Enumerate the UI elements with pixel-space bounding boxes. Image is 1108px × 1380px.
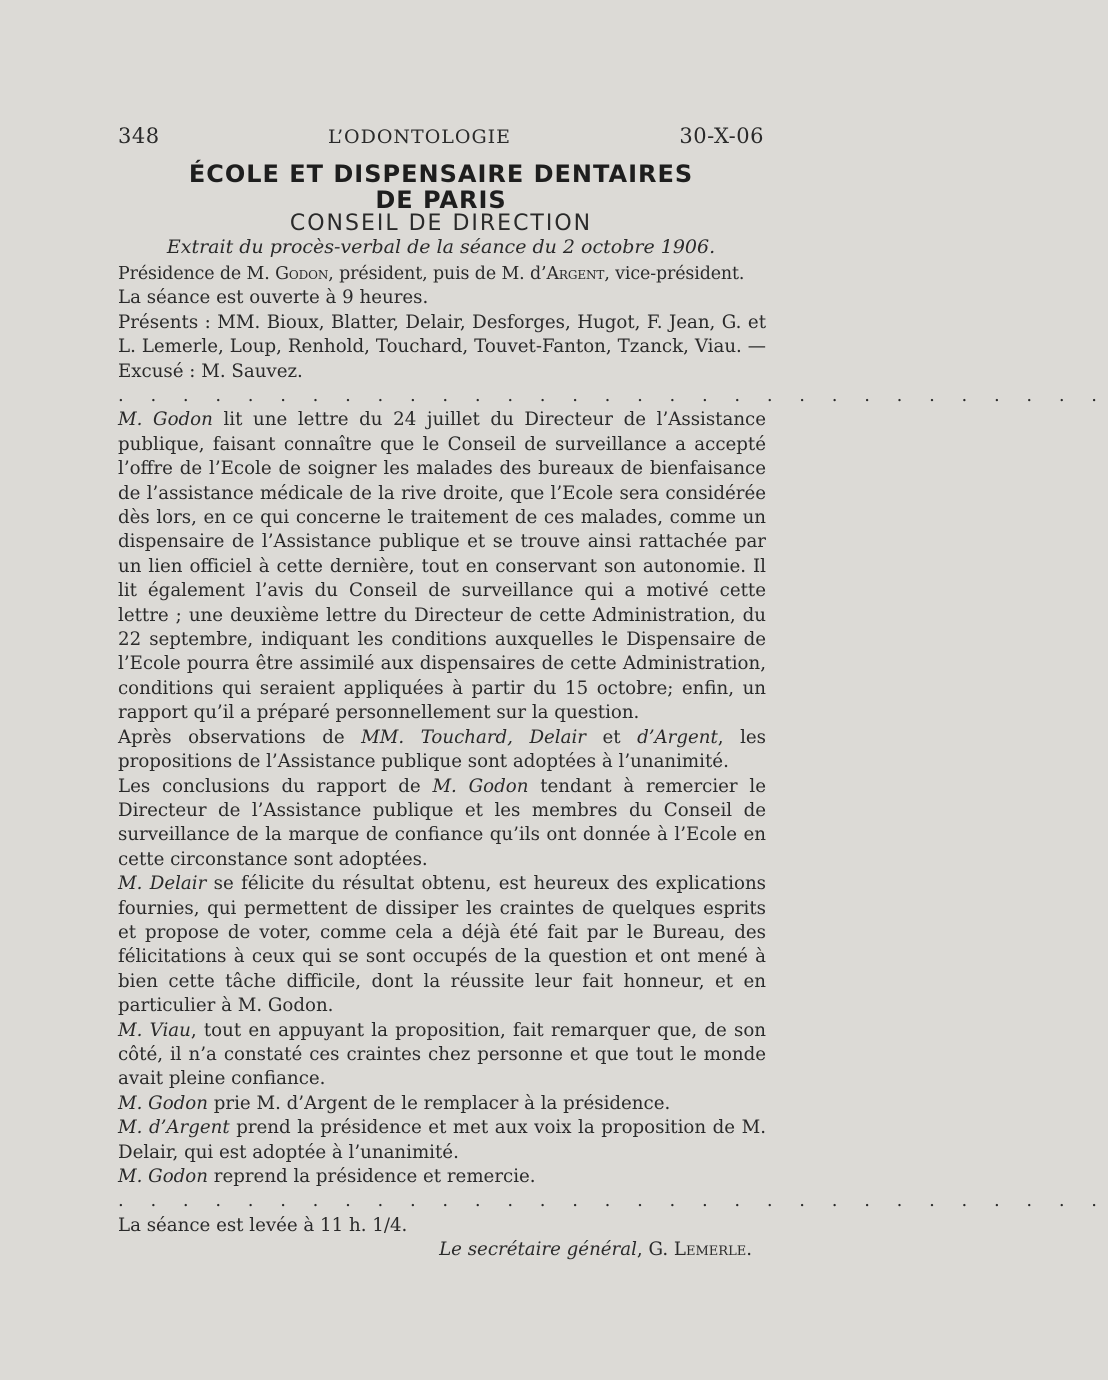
paragraph-dargent: M. d’Argent prend la présidence et met aux voix la proposition de M. Delair, qui est adoptée à l’unanimité. <box>118 1117 766 1163</box>
opening-line: La séance est ouverte à 9 heures. <box>118 287 429 309</box>
paragraph-delair: M. Delair se félicite du résultat obtenu, est heureux des explications fournies, qui permettent de dissiper les craintes de quelques esprits et propose de voter, comme cela a déjà été fait par le Bureau, des félicitations à ceux qui se sont occupés de la question et ont mené à bien cette tâche difficile, dont la réussite leur fait honneur, et en particulier à M. Godon. <box>118 873 766 1017</box>
presidence-line: Présidence de M. Godon, président, puis de M. d’Argent, vice-président. <box>118 264 745 284</box>
attendance-paragraph: Présents : MM. Bioux, Blatter, Delair, Desforges, Hugot, F. Jean, G. et L. Lemerle, Loup, Renhold, Touchard, Touvet-Fanton, Tzanck, Viau. — Excusé : M. Sauvez. <box>118 311 766 382</box>
running-header <box>118 124 764 148</box>
paragraph-observations: Après observations de MM. Touchard, Delair et d’Argent, les propositions de l’Assistance publique sont adoptées à l’unanimité. <box>118 726 766 773</box>
closing-line: La séance est levée à 11 h. 1/4. <box>118 1214 408 1236</box>
paragraph-conclusions: Les conclusions du rapport de M. Godon tendant à remercier le Directeur de l’Assistance publique et les membres du Conseil de surveillance de la marque de confiance qu’ils ont donnée à l’Ecole en cette circonstance sont adoptées. <box>118 775 766 870</box>
paragraph-viau: M. Viau, tout en appuyant la proposition, fait remarquer que, de son côté, il n’a constaté ces craintes chez personne et que tout le monde avait pleine confiance. <box>118 1019 766 1090</box>
article-title-line1: ÉCOLE ET DISPENSAIRE DENTAIRES <box>188 160 694 188</box>
article-subtitle: CONSEIL DE DIRECTION <box>289 211 593 236</box>
issue-date: 30-X-06 <box>679 124 764 148</box>
paragraph-godon-letter: M. Godon lit une lettre du 24 juillet du Directeur de l’Assistance publique, faisant connaître que le Conseil de surveillance a accepté l’offre de l’Ecole de soigner les malades des bureaux de bienfaisance de l’assistance médicale de la rive droite, que l’Ecole sera considérée dès lors, en ce qui concerne le traitement de ces malades, comme un dispensaire de l’Assistance publique et se trouve ainsi rattachée par un lien officiel à cette dernière, tout en conservant son autonomie. Il lit également l’avis du Conseil de surveillance qui a motivé cette lettre ; une deuxième lettre du Directeur de cette Administration, du 22 septembre, indiquant les conditions auxquelles le Dispensaire de l’Ecole pourra être assimilé aux dispensaires de cette Administration, conditions qui seraient appliquées à partir du 15 octobre; enfin, un rapport qu’il a préparé personnellement sur la question. <box>118 409 766 724</box>
extract-note: Extrait du procès-verbal de la séance du 2 octobre 1906. <box>166 236 716 258</box>
paragraph-godon-replace: M. Godon prie M. d’Argent de le remplacer à la présidence. <box>118 1092 671 1114</box>
journal-title: L’ODONTOLOGIE <box>327 126 512 148</box>
ellipsis-divider: . . . . . . . . . . . . . . . . . . . . . . . . . . . . . . . <box>118 385 1108 407</box>
signature: Le secrétaire général, G. Lemerle. <box>439 1239 752 1261</box>
paragraph-godon-resume: M. Godon reprend la présidence et remercie. <box>118 1166 536 1188</box>
article-title-line2: DE PARIS <box>375 186 507 214</box>
page-number: 348 <box>118 124 160 148</box>
article-body <box>118 262 1108 1263</box>
ellipsis-divider-2: . . . . . . . . . . . . . . . . . . . . . . . . . . . . . . . <box>118 1190 1108 1212</box>
